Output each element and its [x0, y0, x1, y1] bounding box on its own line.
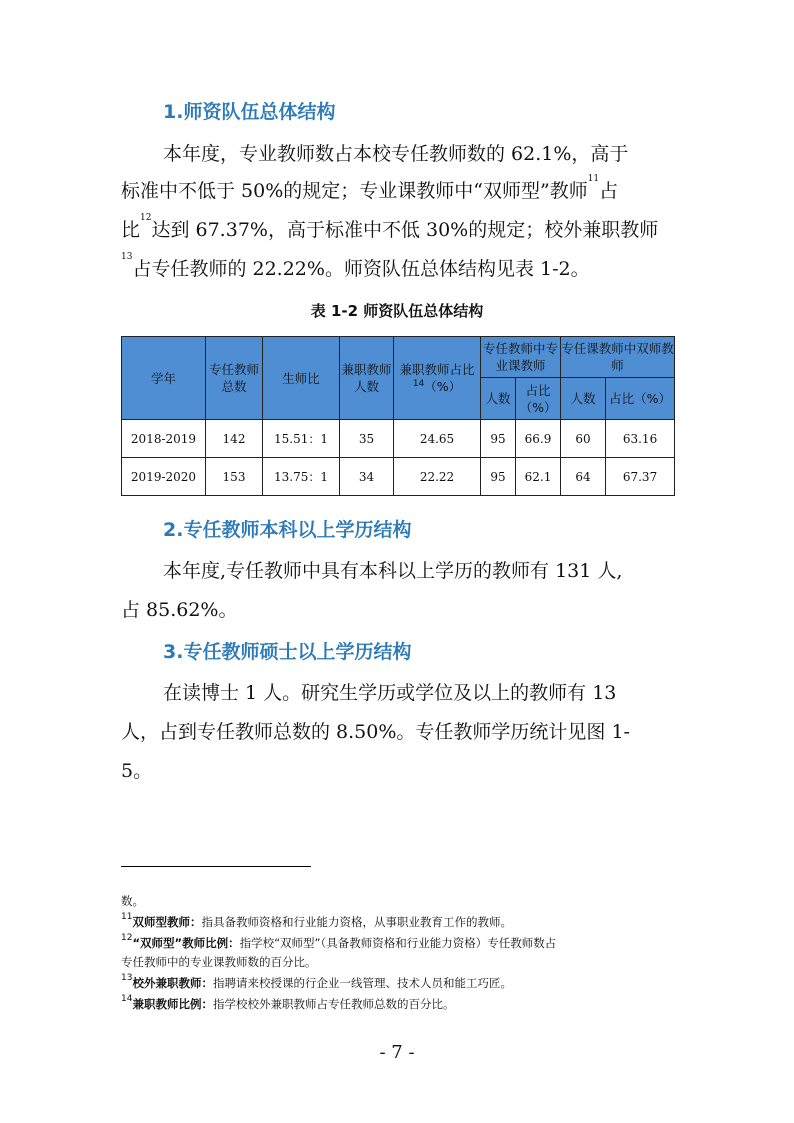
footnote-text: 指聘请来校授课的行企业一线管理、技术人员和能工巧匠。 [212, 976, 512, 990]
cell-dual-pct: 63.16 [606, 420, 675, 458]
paragraph-line: 人，占到专任教师总数的 8.50%。专任教师学历统计见图 1- [121, 721, 630, 743]
header-part-time-pct [394, 337, 481, 420]
footnote-text: 指学校“双师型”（具备教师资格和行业能力资格）专任教师数占 [239, 936, 557, 950]
header-part-time: 兼职教师人数 [340, 337, 394, 420]
text-run: 占专任教师的 22.22%。师资队伍总体结构见表 1-2。 [132, 258, 590, 280]
paragraph-line [121, 254, 590, 281]
table-row [122, 420, 675, 458]
section-heading-1: 1.师资队伍总体结构 [163, 101, 336, 123]
paragraph-line: 在读博士 1 人。研究生学历或学位及以上的教师有 13 [163, 682, 617, 704]
header-pro-pct: 占比（%） [516, 378, 561, 420]
footnote-number: 14 [121, 994, 133, 1004]
cell-year: 2018-2019 [122, 420, 206, 458]
faculty-structure-table [121, 336, 675, 496]
footnote-ref: 13 [121, 252, 133, 262]
cell-part-time: 35 [340, 420, 394, 458]
cell-part-time-pct: 24.65 [394, 420, 481, 458]
cell-ratio: 15.51：1 [263, 420, 340, 458]
footnote-12-continued: 专任教师中的专业课教师数的百分比。 [121, 955, 317, 969]
header-year: 学年 [122, 337, 206, 420]
cell-dual-count: 64 [561, 458, 606, 496]
cell-pro-pct: 62.1 [516, 458, 561, 496]
text-run: 标准中不低于 50%的规定；专业课教师中“双师型”教师 [121, 180, 588, 202]
table-row [122, 458, 675, 496]
header-text: 兼职教师占比 [399, 362, 475, 377]
footnote-13 [121, 975, 512, 991]
text-run: 占 [599, 180, 619, 202]
table-caption: 表 1-2 师资队伍总体结构 [310, 302, 484, 320]
paragraph-line: 本年度,专任教师中具有本科以上学历的教师有 131 人, [163, 560, 623, 582]
cell-pro-count: 95 [481, 458, 516, 496]
footnote-continuation: 数。 [121, 894, 144, 908]
cell-part-time-pct: 22.22 [394, 458, 481, 496]
cell-dual-pct: 67.37 [606, 458, 675, 496]
footnote-term: 校外兼职教师： [132, 976, 213, 990]
footnote-term: 兼职教师比例： [132, 997, 213, 1011]
cell-year: 2019-2020 [122, 458, 206, 496]
footnote-number: 12 [121, 933, 133, 943]
cell-dual-count: 60 [561, 420, 606, 458]
footnote-term: 双师型教师： [132, 915, 202, 929]
footnote-number: 13 [121, 973, 133, 983]
paragraph-line [121, 176, 618, 203]
footnote-11 [121, 914, 512, 930]
footnote-ref: 14 [412, 379, 425, 389]
cell-pro-count: 95 [481, 420, 516, 458]
header-pro-count: 人数 [481, 378, 516, 420]
cell-pro-pct: 66.9 [516, 420, 561, 458]
header-ratio: 生师比 [263, 337, 340, 420]
header-dual-pct: 占比（%） [606, 378, 675, 420]
page-number: - 7 - [379, 1042, 415, 1063]
paragraph-line [121, 215, 658, 242]
cell-part-time: 34 [340, 458, 394, 496]
footnote-12 [121, 935, 556, 951]
footnote-term: “双师型”教师比例： [132, 936, 240, 950]
section-heading-3: 3.专任教师硕士以上学历结构 [163, 641, 412, 663]
paragraph-line: 本年度，专业教师数占本校专任教师数的 62.1%，高于 [163, 143, 629, 165]
footnote-text: 指学校校外兼职教师占专任教师总数的百分比。 [212, 997, 455, 1011]
footnote-divider [121, 866, 311, 867]
paragraph-line: 5。 [121, 760, 153, 782]
footnote-14 [121, 996, 454, 1012]
paragraph-line: 占 85.62%。 [121, 599, 238, 621]
header-pro-group: 专任教师中专业课教师 [481, 337, 561, 378]
cell-total: 142 [206, 420, 263, 458]
footnote-ref: 11 [587, 174, 600, 184]
cell-ratio: 13.75：1 [263, 458, 340, 496]
header-text: （%） [424, 379, 462, 394]
header-total: 专任教师总数 [206, 337, 263, 420]
text-run: 达到 67.37%，高于标准中不低 30%的规定；校外兼职教师 [151, 219, 659, 241]
header-dual-group: 专任课教师中双师教师 [561, 337, 675, 378]
section-heading-2: 2.专任教师本科以上学历结构 [163, 519, 412, 541]
cell-total: 153 [206, 458, 263, 496]
footnote-number: 11 [121, 912, 133, 922]
footnote-text: 指具备教师资格和行业能力资格，从事职业教育工作的教师。 [201, 915, 512, 929]
header-dual-count: 人数 [561, 378, 606, 420]
footnote-ref: 12 [140, 213, 152, 223]
text-run: 比 [121, 219, 141, 241]
